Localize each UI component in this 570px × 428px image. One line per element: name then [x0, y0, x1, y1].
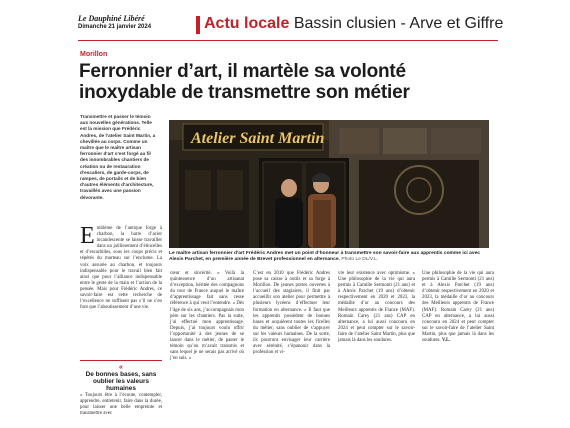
header-rule	[78, 40, 498, 41]
drop-cap: E	[80, 223, 95, 249]
section-heading	[204, 14, 503, 34]
caption-text: Le maître artisan ferronnier d’art Frédéric Andres met un point d’honneur à transmettre son savoir-faire aux apprentis comme ici avec Alexis Parchet, en première année de Brevet professionnel en alternance.	[169, 251, 481, 263]
pull-quote-rule	[80, 360, 162, 361]
article-column-4: vre leur existence avec optimisme. » Une philosophie de la vie qui aura permis à Camille Sermonti (21 ans) et à Alexis Parchet (19 ans) d’obtenir respectivement en 2020 et 2023, la médaille d’or au concours des Meilleurs apprentis de France (MAF). Romain Carey (21 ans) CAP en alternance, a lui aussi concouru en 2024 et peut compter sur le savoir-faire de l’atelier Saint Martin, plus que jamais là dans les soudures.	[338, 271, 415, 344]
workshop-photo	[169, 120, 489, 248]
section-sub: Bassin clusien - Arve et Giffre	[293, 15, 504, 32]
quote-mark-icon: «	[119, 364, 123, 371]
photo-caption	[169, 251, 491, 263]
article-column-1	[80, 223, 162, 311]
shop-sign: Atelier Saint Martin	[191, 130, 325, 147]
article-column-5	[422, 271, 494, 344]
article-lede: Transmettre et passer le témoin aux nouvelles générations. Telle est la mission que Frédéric Andres, de l’atelier Saint Martin, a chevillée au corps. Comme un maître que le maître artisan ferronnier d’art s’est forgé au fil des innombrables chantiers de création ou de restauration d’escaliers, de garde-corps, de rampes, de portails et de bien d’autres éléments d’architecture, travaillés avec une passion dévorante.	[80, 114, 156, 200]
newspaper-name: Le Dauphiné Libéré	[78, 14, 145, 23]
article-column-2: cœur et sincérité. » Voilà la quintessence d’un artisanat d’exception, héritée des compagnons du tour de France auquel le maître d’apprentissage fait sans cesse référence à qui veut l’entendre. « Dès l’âge de six ans, j’accompagnais mon père sur les chantiers. Pas la suite, j’ai effectué mon apprentissage. Depuis, j’ai toujours voulu offrir l’opportunité à des jeunes de se lancer dans le métier, de passer le témoin qu’on m’avait transmis et sans lequel je ne serais pas arrivé où j’en suis. »	[170, 271, 244, 362]
section-main: Actu locale	[204, 15, 290, 32]
pull-quote-text	[80, 364, 162, 393]
section-marker-bar	[196, 16, 200, 34]
article-kicker: Morillon	[80, 51, 108, 58]
article-photo	[169, 120, 489, 248]
article-headline: Ferronnier d’art, il martèle sa volonté inoxydable de transmettre son métier	[79, 61, 410, 103]
photo-credit: Photo Le DL/V.L.	[341, 257, 379, 263]
pull-quote	[80, 360, 162, 393]
author-signature: V.L.	[441, 338, 451, 344]
column-1-text: mblème de l’antique forge à charbon, la barre d’acier incandescente se laisse travailler dans un jaillissement d’étincelles et d’escarbilles, sous les coups précis et répétés du marteau sur l’enclume. La voix assurée au charbon, et toujours indispensable pour le travail bien fait ainsi que pour l’alliance indispensable entre le geste de la main et l’action de la pensée. Mais pour Frédéric Andres, ce savoir-faire est cette recherche de l’excellence ne suffisent pas s’il ne s’en font que l’aboutissement d’une vie.	[80, 226, 162, 311]
pull-quote-body: De bonnes bases, sans oublier les valeurs humaines	[85, 371, 157, 393]
article-column-3: C’est en 2010 que Frédéric Andres pose sa caisse à outils et sa forge à Morillon. De jeunes portes ouvertes à l’accueil des stagiaires, il finit par accueillir son atelier pour permettre à plusieurs lycéens d’effectuer leur formation en alternance. « Il faut que les apprentis possèdent de bonnes bases et acquièrent toutes les ficelles du métier, sans oublier de s’appuyer sur les valeurs humaines. De la sorte, ils pourront envisager leur carrière avec sérénité, s’épanouir dans la profession et vi-	[253, 271, 330, 356]
masthead	[78, 14, 504, 38]
column-5-text: Une philosophie de la vie qui aura permis à Camille Sermonti (21 ans) et à Alexis Parchet (19 ans) d’obtenir respectivement en 2020 et 2023, la médaille d’or au concours des Meilleurs apprentis de France (MAF). Romain Carey (21 ans) CAP en alternance, a lui aussi concouru en 2024 et peut compter sur le savoir-faire de l’atelier Saint Martin, plus que jamais là dans les soudures.	[422, 271, 494, 344]
article-column-1-continued: « Toujours être à l’écoute, contempler, apprendre, entretenir, faire dans la durée, pour laisser une belle empreinte et transmettre avec	[80, 393, 162, 417]
issue-date: Dimanche 21 janvier 2024	[78, 24, 152, 30]
